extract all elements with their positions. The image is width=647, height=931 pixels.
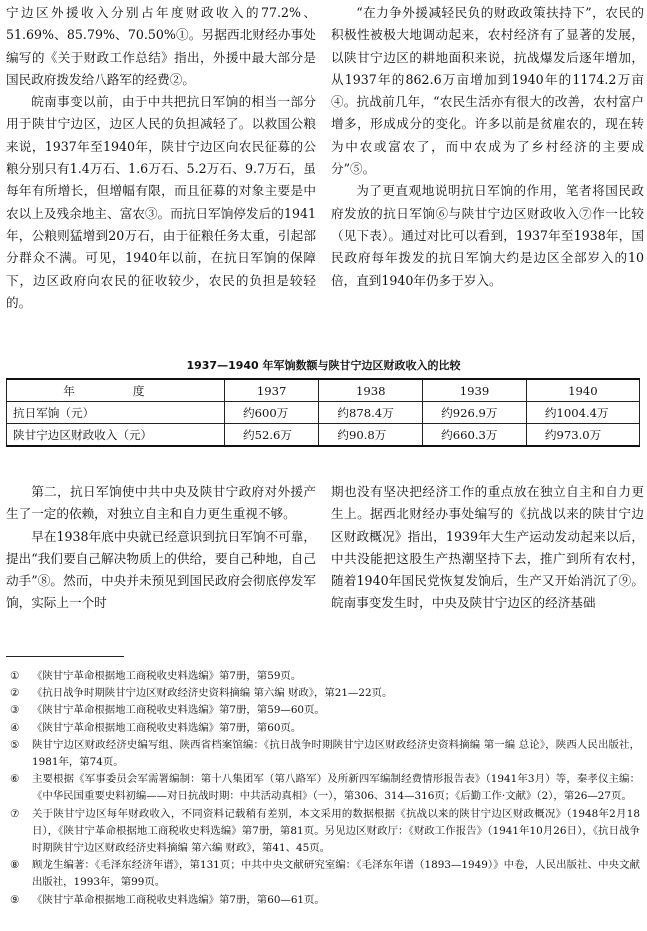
paragraph: 宁边区外援收入分别占年度财政收入的77.2%、51.69%、85.79%、70.50%①。另据西北财经办事处编写的《关于财政工作总结》指出，外援中最大部分是国民政府拨发给八路军的经费②。 (6, 5, 316, 87)
footnote-number: ⑨ (10, 893, 20, 906)
comparison-table (6, 378, 640, 447)
table-title: 1937—1940 年军饷数额与陕甘宁边区财政收入的比较 (186, 359, 461, 372)
table-header-cell: 1940 (526, 379, 639, 402)
footnote-number: ⑤ (10, 738, 20, 751)
footnote-text: 顾龙生编著：《毛泽东经济年谱》，第131页；中共中央文献研究室编：《毛泽东年谱（1893—1949）》中卷，人民出版社、中央文献出版社，1993年，第99页。 (32, 859, 640, 889)
footnote-text: 主要根据《军事委员会军需署编制：第十八集团军（第八路军）及所新四军编制经费情形报告表》（1941年3月）等，秦孝仪主编：《中华民国重要史料初编——对日抗战时期：中共活动真相》（一），第306、314—316页；《后勤工作·文献》（2），第26—27页。 (32, 773, 640, 803)
body-right-top-column (331, 2, 644, 292)
footnote-number: ② (10, 687, 20, 700)
footnote (6, 857, 640, 891)
paragraph: 早在1938年底中央就已经意识到抗日军饷不可靠，提出“我们要自己解决物质上的供给，要自己种地，自己动手”⑧。然而，中央并未预见到国民政府会彻底停发军饷，实际上一个时 (6, 528, 316, 611)
footnote-text: 《陕甘宁革命根据地工商税收史料选编》第7册，第59—60页。 (32, 704, 325, 717)
paragraph: 期也没有坚决把经济工作的重点放在独立自主和自力更生上。据西北财经办事处编写的《抗战以来的陕甘宁边区财政概况》指出，1939年大生产运动发动起来以后，中共没能把这股生产热潮坚持下去，推广到所有农村，随着1940年国民党恢复发饷后，生产又开始消沉了⑨。皖南事变发生时，中央及陕甘宁边区的经济基础 (331, 484, 644, 611)
paragraph: “在力争外援减轻民负的财政政策扶持下”，农民的积极性被极大地调动起来，农村经济有了显著的发展，以陕甘宁边区的耕地面积来说，抗战爆发后逐年增加，从1937年的862.6万亩增加到1940年的1174.2万亩④。抗战前几年，“农民生活亦有很大的改善，农村富户增多，形成成分的变化。许多以前是贫雇农的，现在转为中农或富农了，而中农成为了乡村经济的主要成分”⑤。 (331, 5, 644, 177)
table-header-cell: 1937 (225, 379, 319, 402)
footnote-number: ④ (10, 721, 20, 734)
footnote-number: ⑦ (10, 807, 20, 820)
paragraph: 皖南事变以前，由于中共把抗日军饷的相当一部分用于陕甘宁边区，边区人民的负担减轻了。以救国公粮来说，1937年至1940年，陕甘宁边区向农民征募的公粮分别只有1.4万石、1.6万石、5.2万石、9.7万石，虽每年有所增长，但增幅有限，而且征募的对象主要是中农以上及残余地主、富农③。而抗日军饷停发后的1941年，公粮则猛增到20万石，由于征粮任务太重，引起部分群众不满。可见，1940年以前，在抗日军饷的保障下，边区政府向农民的征收较少，农民的负担是较轻的。 (6, 94, 316, 310)
table-row-label: 陕甘宁边区财政收入（元） (7, 424, 225, 447)
paragraph: 为了更直观地说明抗日军饷的作用，笔者将国民政府发放的抗日军饷⑥与陕甘宁边区财政收入⑦作一比较（见下表）。通过对比可以看到，1937年至1938年，国民政府每年拨发的抗日军饷大约是边区全部岁入的10倍，直到1940年仍多于岁入。 (331, 183, 644, 288)
body-left-top-column (6, 2, 316, 314)
paragraph: 第二，抗日军饷使中共中央及陕甘宁政府对外援产生了一定的依赖，对独立自主和自力更生重视不够。 (6, 484, 316, 522)
footnotes (6, 668, 640, 909)
footnote-text: 《陕甘宁革命根据地工商税收史料选编》第7册，第60页。 (32, 721, 302, 734)
footnote (6, 892, 640, 909)
table-cell: 约1004.4万 (526, 402, 639, 424)
footnote-text: 《抗日战争时期陕甘宁边区财政经济史资料摘编 第六编 财政》，第21—22页。 (32, 687, 393, 700)
footnote-number: ③ (10, 704, 20, 717)
footnote (6, 806, 640, 858)
table-row-label: 抗日军饷（元） (7, 402, 225, 424)
footnote (6, 771, 640, 805)
table-header-cell: 1938 (319, 379, 423, 402)
footnote (6, 737, 640, 771)
footnote-text: 《陕甘宁革命根据地工商税收史料选编》第7册，第59页。 (32, 670, 302, 682)
table-cell: 约90.8万 (319, 424, 423, 447)
table-header-cell: 1939 (423, 379, 527, 402)
table-cell: 约878.4万 (319, 402, 423, 424)
footnote-number: ① (10, 670, 20, 682)
footnote-divider (6, 656, 124, 657)
table-cell: 约52.6万 (225, 424, 319, 447)
table-row (7, 424, 640, 447)
footnote-number: ⑧ (10, 859, 20, 872)
footnote (6, 702, 640, 719)
table-cell: 约600万 (225, 402, 319, 424)
footnote (6, 720, 640, 737)
footnote (6, 685, 640, 702)
table-cell: 约660.3万 (423, 424, 527, 447)
body-left-bottom-column (6, 481, 316, 615)
table-header-cell: 年 度 (7, 379, 225, 402)
table-cell: 约973.0万 (526, 424, 639, 447)
table-cell: 约926.9万 (423, 402, 527, 424)
body-right-bottom-column (331, 481, 644, 615)
footnote-text: 陕甘宁边区财政经济史编写组、陕西省档案馆编：《抗日战争时期陕甘宁边区财政经济史资料摘编 第一编 总论》，陕西人民出版社，1981年，第74页。 (32, 738, 640, 769)
footnote-text: 关于陕甘宁边区每年财政收入，不同资料记载稍有差别，本文采用的数据根据《抗战以来的陕甘宁边区财政概况》（1948年2月18日），《陕甘宁革命根据地工商税收史料选编》第7册，第81页。另见边区财政厅：《财政工作报告》（1941年10月26日），《抗日战争时期陕甘宁边区财政经济史料摘编 第六编 财政》，第41、45页。 (32, 807, 640, 855)
table-row (7, 402, 640, 424)
table-header-row (7, 379, 640, 402)
footnote-number: ⑥ (10, 773, 20, 786)
footnote-text: 《陕甘宁革命根据地工商税收史料选编》第7册，第60—61页。 (32, 893, 325, 906)
footnote (6, 668, 640, 685)
